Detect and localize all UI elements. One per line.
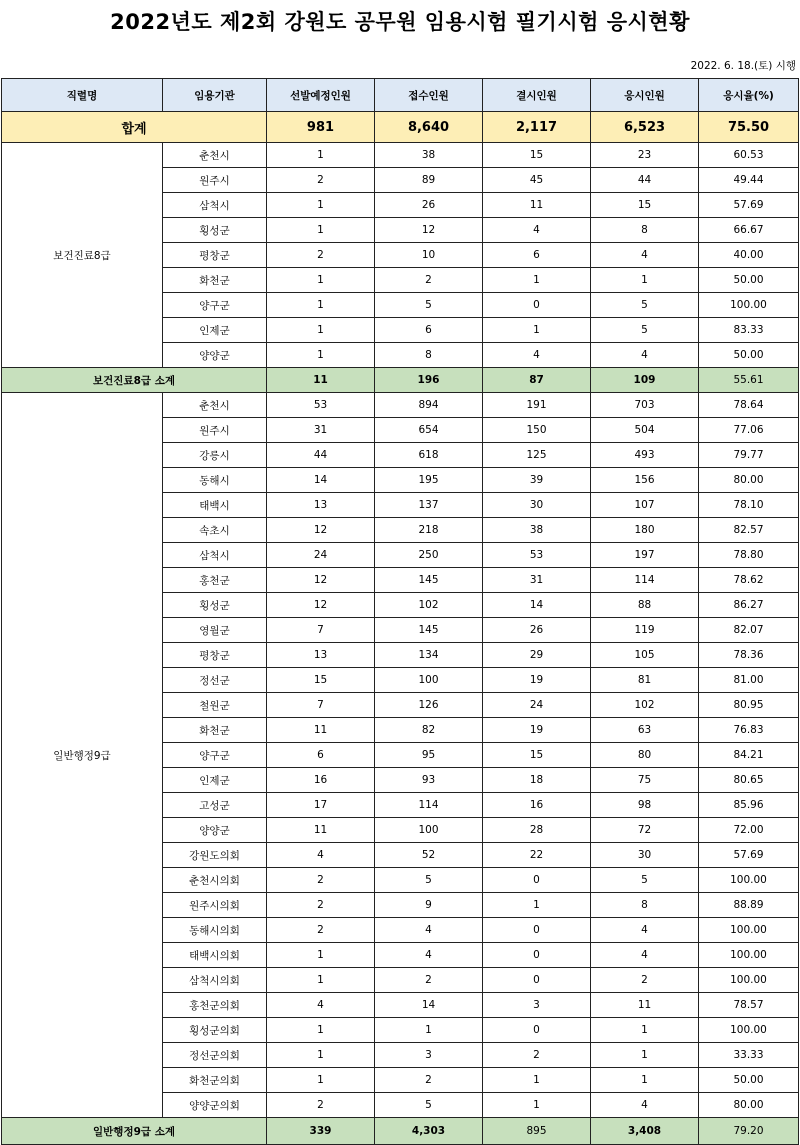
subtotal-label: 보건진료8급 소계 <box>2 368 267 393</box>
took-cell: 30 <box>591 843 699 868</box>
agency-cell: 동해시 <box>163 468 267 493</box>
selected-cell: 13 <box>267 493 375 518</box>
agency-cell: 고성군 <box>163 793 267 818</box>
selected-cell: 15 <box>267 668 375 693</box>
rate-cell: 79.77 <box>699 443 799 468</box>
applied-cell: 102 <box>375 593 483 618</box>
subtotal-label: 일반행정9급 소계 <box>2 1118 267 1145</box>
agency-cell: 양양군의회 <box>163 1093 267 1118</box>
applied-cell: 93 <box>375 768 483 793</box>
subtotal-absent: 87 <box>483 368 591 393</box>
applied-cell: 100 <box>375 668 483 693</box>
absent-cell: 22 <box>483 843 591 868</box>
applied-cell: 2 <box>375 268 483 293</box>
rate-cell: 49.44 <box>699 168 799 193</box>
absent-cell: 1 <box>483 318 591 343</box>
selected-cell: 17 <box>267 793 375 818</box>
applied-cell: 38 <box>375 143 483 168</box>
absent-cell: 1 <box>483 1068 591 1093</box>
total-rate: 75.50 <box>699 112 799 143</box>
rate-cell: 76.83 <box>699 718 799 743</box>
selected-cell: 1 <box>267 343 375 368</box>
agency-cell: 정선군 <box>163 668 267 693</box>
agency-cell: 태백시의회 <box>163 943 267 968</box>
selected-cell: 1 <box>267 318 375 343</box>
applied-cell: 137 <box>375 493 483 518</box>
took-cell: 8 <box>591 893 699 918</box>
rate-cell: 78.57 <box>699 993 799 1018</box>
agency-cell: 동해시의회 <box>163 918 267 943</box>
applied-cell: 89 <box>375 168 483 193</box>
header-applied: 접수인원 <box>375 79 483 112</box>
agency-cell: 횡성군 <box>163 593 267 618</box>
selected-cell: 2 <box>267 243 375 268</box>
rate-cell: 78.10 <box>699 493 799 518</box>
rate-cell: 72.00 <box>699 818 799 843</box>
subtotal-row <box>2 368 799 393</box>
agency-cell: 태백시 <box>163 493 267 518</box>
absent-cell: 14 <box>483 593 591 618</box>
agency-cell: 화천군 <box>163 268 267 293</box>
selected-cell: 2 <box>267 1093 375 1118</box>
rate-cell: 78.64 <box>699 393 799 418</box>
agency-cell: 평창군 <box>163 243 267 268</box>
absent-cell: 39 <box>483 468 591 493</box>
rate-cell: 77.06 <box>699 418 799 443</box>
rate-cell: 82.07 <box>699 618 799 643</box>
selected-cell: 1 <box>267 1018 375 1043</box>
absent-cell: 1 <box>483 893 591 918</box>
header-position: 직렬명 <box>2 79 163 112</box>
selected-cell: 6 <box>267 743 375 768</box>
selected-cell: 2 <box>267 893 375 918</box>
selected-cell: 12 <box>267 568 375 593</box>
rate-cell: 100.00 <box>699 943 799 968</box>
agency-cell: 삼척시 <box>163 193 267 218</box>
absent-cell: 191 <box>483 393 591 418</box>
applied-cell: 218 <box>375 518 483 543</box>
rate-cell: 85.96 <box>699 793 799 818</box>
absent-cell: 45 <box>483 168 591 193</box>
agency-cell: 삼척시의회 <box>163 968 267 993</box>
subtotal-applied: 196 <box>375 368 483 393</box>
subtotal-took: 109 <box>591 368 699 393</box>
absent-cell: 30 <box>483 493 591 518</box>
subtotal-selected: 11 <box>267 368 375 393</box>
applied-cell: 250 <box>375 543 483 568</box>
applied-cell: 9 <box>375 893 483 918</box>
took-cell: 1 <box>591 268 699 293</box>
took-cell: 156 <box>591 468 699 493</box>
exam-date: 2022. 6. 18.(토) 시행 <box>690 60 796 72</box>
rate-cell: 78.36 <box>699 643 799 668</box>
table-row <box>2 393 799 418</box>
selected-cell: 1 <box>267 193 375 218</box>
header-row <box>2 79 799 112</box>
rate-cell: 50.00 <box>699 1068 799 1093</box>
agency-cell: 영월군 <box>163 618 267 643</box>
agency-cell: 홍천군의회 <box>163 993 267 1018</box>
took-cell: 4 <box>591 1093 699 1118</box>
selected-cell: 11 <box>267 818 375 843</box>
agency-cell: 춘천시의회 <box>163 868 267 893</box>
header-rate: 응시율(%) <box>699 79 799 112</box>
took-cell: 11 <box>591 993 699 1018</box>
exam-status-table <box>1 78 799 1145</box>
rate-cell: 50.00 <box>699 268 799 293</box>
applied-cell: 126 <box>375 693 483 718</box>
applied-cell: 145 <box>375 568 483 593</box>
agency-cell: 양양군 <box>163 343 267 368</box>
took-cell: 5 <box>591 318 699 343</box>
absent-cell: 19 <box>483 718 591 743</box>
rate-cell: 84.21 <box>699 743 799 768</box>
took-cell: 4 <box>591 243 699 268</box>
took-cell: 1 <box>591 1018 699 1043</box>
selected-cell: 4 <box>267 993 375 1018</box>
selected-cell: 24 <box>267 543 375 568</box>
rate-cell: 40.00 <box>699 243 799 268</box>
rate-cell: 100.00 <box>699 1018 799 1043</box>
agency-cell: 속초시 <box>163 518 267 543</box>
subtotal-row <box>2 1118 799 1145</box>
selected-cell: 1 <box>267 143 375 168</box>
rate-cell: 100.00 <box>699 968 799 993</box>
total-absent: 2,117 <box>483 112 591 143</box>
rate-cell: 100.00 <box>699 293 799 318</box>
agency-cell: 철원군 <box>163 693 267 718</box>
header-took: 응시인원 <box>591 79 699 112</box>
took-cell: 98 <box>591 793 699 818</box>
agency-cell: 양구군 <box>163 743 267 768</box>
agency-cell: 화천군 <box>163 718 267 743</box>
selected-cell: 1 <box>267 268 375 293</box>
absent-cell: 0 <box>483 918 591 943</box>
applied-cell: 894 <box>375 393 483 418</box>
position-name-cell: 일반행정9급 <box>2 393 163 1118</box>
took-cell: 5 <box>591 868 699 893</box>
rate-cell: 50.00 <box>699 343 799 368</box>
took-cell: 72 <box>591 818 699 843</box>
rate-cell: 60.53 <box>699 143 799 168</box>
selected-cell: 12 <box>267 518 375 543</box>
selected-cell: 7 <box>267 618 375 643</box>
absent-cell: 15 <box>483 143 591 168</box>
rate-cell: 100.00 <box>699 918 799 943</box>
absent-cell: 125 <box>483 443 591 468</box>
took-cell: 493 <box>591 443 699 468</box>
absent-cell: 1 <box>483 1093 591 1118</box>
agency-cell: 원주시의회 <box>163 893 267 918</box>
applied-cell: 8 <box>375 343 483 368</box>
applied-cell: 4 <box>375 943 483 968</box>
total-label: 합계 <box>2 112 267 143</box>
agency-cell: 양양군 <box>163 818 267 843</box>
header-agency: 임용기관 <box>163 79 267 112</box>
agency-cell: 춘천시 <box>163 393 267 418</box>
took-cell: 180 <box>591 518 699 543</box>
position-name-cell: 보건진료8급 <box>2 143 163 368</box>
applied-cell: 52 <box>375 843 483 868</box>
rate-cell: 33.33 <box>699 1043 799 1068</box>
rate-cell: 80.65 <box>699 768 799 793</box>
selected-cell: 1 <box>267 943 375 968</box>
applied-cell: 82 <box>375 718 483 743</box>
absent-cell: 4 <box>483 218 591 243</box>
took-cell: 63 <box>591 718 699 743</box>
took-cell: 105 <box>591 643 699 668</box>
took-cell: 1 <box>591 1068 699 1093</box>
rate-cell: 82.57 <box>699 518 799 543</box>
absent-cell: 24 <box>483 693 591 718</box>
selected-cell: 53 <box>267 393 375 418</box>
absent-cell: 2 <box>483 1043 591 1068</box>
took-cell: 5 <box>591 293 699 318</box>
selected-cell: 1 <box>267 1043 375 1068</box>
selected-cell: 1 <box>267 218 375 243</box>
selected-cell: 2 <box>267 868 375 893</box>
rate-cell: 88.89 <box>699 893 799 918</box>
agency-cell: 원주시 <box>163 168 267 193</box>
total-selected: 981 <box>267 112 375 143</box>
table-row <box>2 143 799 168</box>
applied-cell: 195 <box>375 468 483 493</box>
agency-cell: 강원도의회 <box>163 843 267 868</box>
total-applied: 8,640 <box>375 112 483 143</box>
selected-cell: 7 <box>267 693 375 718</box>
took-cell: 114 <box>591 568 699 593</box>
took-cell: 15 <box>591 193 699 218</box>
applied-cell: 4 <box>375 918 483 943</box>
applied-cell: 654 <box>375 418 483 443</box>
took-cell: 81 <box>591 668 699 693</box>
took-cell: 80 <box>591 743 699 768</box>
agency-cell: 홍천군 <box>163 568 267 593</box>
applied-cell: 26 <box>375 193 483 218</box>
absent-cell: 0 <box>483 1018 591 1043</box>
rate-cell: 100.00 <box>699 868 799 893</box>
took-cell: 8 <box>591 218 699 243</box>
took-cell: 1 <box>591 1043 699 1068</box>
took-cell: 4 <box>591 918 699 943</box>
took-cell: 2 <box>591 968 699 993</box>
agency-cell: 횡성군 <box>163 218 267 243</box>
took-cell: 504 <box>591 418 699 443</box>
absent-cell: 0 <box>483 943 591 968</box>
total-took: 6,523 <box>591 112 699 143</box>
agency-cell: 평창군 <box>163 643 267 668</box>
applied-cell: 2 <box>375 1068 483 1093</box>
took-cell: 703 <box>591 393 699 418</box>
applied-cell: 5 <box>375 1093 483 1118</box>
agency-cell: 인제군 <box>163 318 267 343</box>
took-cell: 4 <box>591 943 699 968</box>
subtotal-applied: 4,303 <box>375 1118 483 1145</box>
selected-cell: 2 <box>267 168 375 193</box>
absent-cell: 3 <box>483 993 591 1018</box>
applied-cell: 5 <box>375 868 483 893</box>
applied-cell: 114 <box>375 793 483 818</box>
took-cell: 88 <box>591 593 699 618</box>
absent-cell: 11 <box>483 193 591 218</box>
absent-cell: 6 <box>483 243 591 268</box>
took-cell: 44 <box>591 168 699 193</box>
subtotal-took: 3,408 <box>591 1118 699 1145</box>
took-cell: 107 <box>591 493 699 518</box>
selected-cell: 1 <box>267 968 375 993</box>
rate-cell: 83.33 <box>699 318 799 343</box>
selected-cell: 12 <box>267 593 375 618</box>
selected-cell: 4 <box>267 843 375 868</box>
selected-cell: 16 <box>267 768 375 793</box>
absent-cell: 0 <box>483 293 591 318</box>
subtotal-selected: 339 <box>267 1118 375 1145</box>
selected-cell: 13 <box>267 643 375 668</box>
absent-cell: 53 <box>483 543 591 568</box>
applied-cell: 6 <box>375 318 483 343</box>
rate-cell: 57.69 <box>699 193 799 218</box>
agency-cell: 원주시 <box>163 418 267 443</box>
agency-cell: 춘천시 <box>163 143 267 168</box>
absent-cell: 1 <box>483 268 591 293</box>
applied-cell: 5 <box>375 293 483 318</box>
took-cell: 23 <box>591 143 699 168</box>
took-cell: 119 <box>591 618 699 643</box>
selected-cell: 1 <box>267 293 375 318</box>
absent-cell: 4 <box>483 343 591 368</box>
absent-cell: 29 <box>483 643 591 668</box>
total-row <box>2 112 799 143</box>
rate-cell: 80.00 <box>699 468 799 493</box>
selected-cell: 1 <box>267 1068 375 1093</box>
absent-cell: 28 <box>483 818 591 843</box>
agency-cell: 횡성군의회 <box>163 1018 267 1043</box>
applied-cell: 618 <box>375 443 483 468</box>
agency-cell: 인제군 <box>163 768 267 793</box>
absent-cell: 16 <box>483 793 591 818</box>
absent-cell: 0 <box>483 968 591 993</box>
header-selected: 선발예정인원 <box>267 79 375 112</box>
subtotal-absent: 895 <box>483 1118 591 1145</box>
took-cell: 102 <box>591 693 699 718</box>
absent-cell: 19 <box>483 668 591 693</box>
rate-cell: 86.27 <box>699 593 799 618</box>
applied-cell: 134 <box>375 643 483 668</box>
header-absent: 결시인원 <box>483 79 591 112</box>
rate-cell: 80.00 <box>699 1093 799 1118</box>
subtotal-rate: 55.61 <box>699 368 799 393</box>
absent-cell: 31 <box>483 568 591 593</box>
selected-cell: 44 <box>267 443 375 468</box>
rate-cell: 81.00 <box>699 668 799 693</box>
absent-cell: 0 <box>483 868 591 893</box>
applied-cell: 1 <box>375 1018 483 1043</box>
took-cell: 197 <box>591 543 699 568</box>
agency-cell: 삼척시 <box>163 543 267 568</box>
applied-cell: 100 <box>375 818 483 843</box>
document-title: 2022년도 제2회 강원도 공무원 임용시험 필기시험 응시현황 <box>110 10 690 34</box>
subtotal-rate: 79.20 <box>699 1118 799 1145</box>
rate-cell: 78.80 <box>699 543 799 568</box>
selected-cell: 14 <box>267 468 375 493</box>
agency-cell: 화천군의회 <box>163 1068 267 1093</box>
applied-cell: 145 <box>375 618 483 643</box>
absent-cell: 26 <box>483 618 591 643</box>
rate-cell: 78.62 <box>699 568 799 593</box>
applied-cell: 95 <box>375 743 483 768</box>
rate-cell: 80.95 <box>699 693 799 718</box>
applied-cell: 2 <box>375 968 483 993</box>
applied-cell: 10 <box>375 243 483 268</box>
agency-cell: 정선군의회 <box>163 1043 267 1068</box>
applied-cell: 12 <box>375 218 483 243</box>
applied-cell: 3 <box>375 1043 483 1068</box>
selected-cell: 2 <box>267 918 375 943</box>
took-cell: 4 <box>591 343 699 368</box>
selected-cell: 11 <box>267 718 375 743</box>
absent-cell: 18 <box>483 768 591 793</box>
applied-cell: 14 <box>375 993 483 1018</box>
rate-cell: 57.69 <box>699 843 799 868</box>
rate-cell: 66.67 <box>699 218 799 243</box>
took-cell: 75 <box>591 768 699 793</box>
selected-cell: 31 <box>267 418 375 443</box>
absent-cell: 38 <box>483 518 591 543</box>
agency-cell: 양구군 <box>163 293 267 318</box>
absent-cell: 150 <box>483 418 591 443</box>
agency-cell: 강릉시 <box>163 443 267 468</box>
absent-cell: 15 <box>483 743 591 768</box>
